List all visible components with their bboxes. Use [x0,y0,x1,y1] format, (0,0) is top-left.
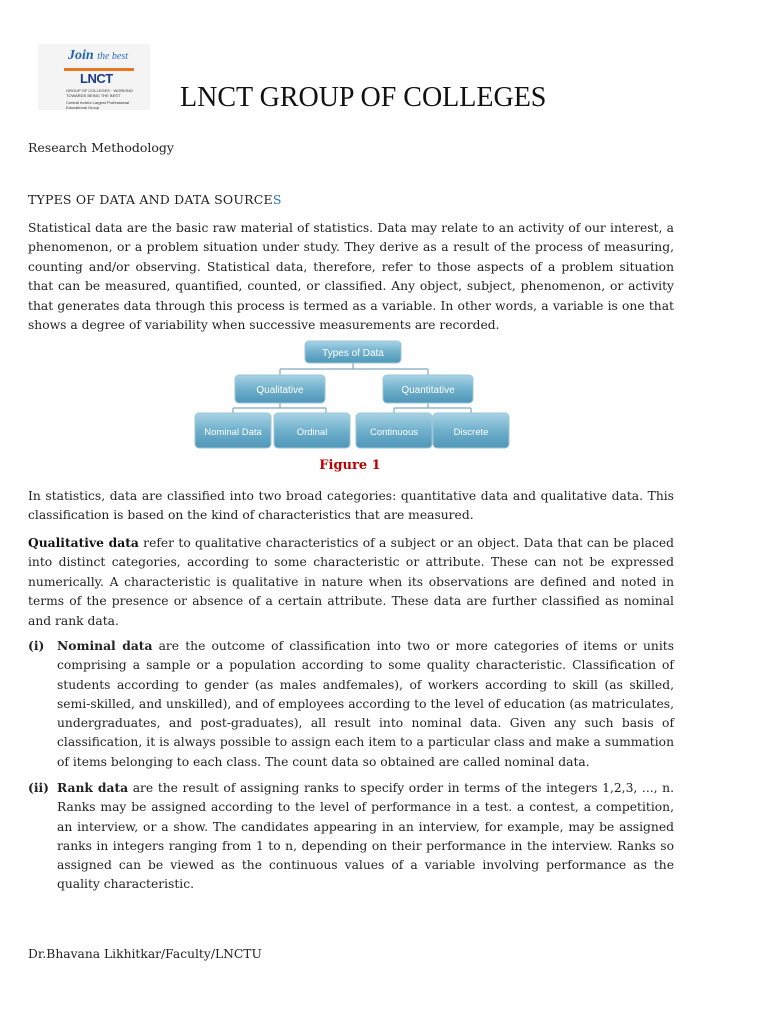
figure-caption: Figure 1 [319,458,381,473]
types-of-data-diagram [190,338,520,453]
logo-join-text: Join the best [68,48,129,63]
svg-text:Discrete: Discrete [453,427,489,438]
diagram-node-qualitative [235,375,325,403]
list-item-body: Rank data are the result of assigning ranks to specify order in terms of the integers 1,2,3, ..., n. Ranks may be assigned according to the level of performance in a test. a contest, a competition, an interview, or a show. The candidates appearing in an interview, for example, may be assigned ranks in integers ranging from 1 to n, depending on their performance in the interview. Ranks so assigned can be viewed as the continuous values of a variable involving performance as the quality characteristic. [57,780,674,892]
svg-text:Types of Data: Types of Data [322,348,384,359]
diagram-node-nominal [195,413,271,448]
list-item-number: (i) [28,638,45,653]
list-item-term: Rank data [57,780,129,795]
college-logo [38,44,150,110]
subject-title: Research Methodology [28,140,174,155]
section-heading: TYPES OF DATA AND DATA SOURCES [28,192,282,207]
diagram-node-quantitative [383,375,473,403]
diagram-node-continuous [356,413,432,448]
qualitative-term: Qualitative data [28,535,139,550]
logo-brand: LNCT [80,71,113,86]
list-item-number: (ii) [28,780,49,795]
qualitative-paragraph [28,533,674,631]
svg-text:Qualitative: Qualitative [256,385,304,396]
list-item-term: Nominal data [57,638,153,653]
svg-text:Nominal Data: Nominal Data [204,427,262,438]
intro-paragraph: Statistical data are the basic raw material of statistics. Data may relate to an activity of our interest, a phenomenon, or a problem situation under study. They derive as a result of the process of measuring, counting and/or observing. Statistical data, therefore, refer to those aspects of a problem situation that can be measured, quantified, counted, or classified. Any object, subject, phenomenon, or activity that generates data through this process is termed as a variable. In other words, a variable is one that shows a degree of variability when successive measurements are recorded. [28,221,674,333]
classification-paragraph: In statistics, data are classified into two broad categories: quantitative data and qualitative data. This classification is based on the kind of characteristics that are measured. [28,489,674,523]
svg-text:Continuous: Continuous [369,427,419,438]
svg-text:Quantitative: Quantitative [401,385,455,396]
svg-text:Ordinal: Ordinal [296,427,328,438]
logo-subline: GROUP OF COLLEGES · WORKING TOWARDS BEING THE BEST [66,88,134,98]
logo-tagline: Central India's Largest Professional Educational Group [66,100,130,110]
diagram-node-ordinal [274,413,350,448]
org-title: LNCT GROUP OF COLLEGES [180,82,547,113]
page-footer: Dr.Bhavana Likhitkar/Faculty/LNCTU [28,947,262,961]
diagram-node-discrete [433,413,509,448]
qualitative-text: refer to qualitative characteristics of a subject or an object. Data that can be placed into distinct categories, according to some characteristic or attribute. These can not be expressed numerically. A characteristic is qualitative in nature when its observations are defined and noted in terms of the presence or absence of a certain attribute. These data are further classified as nominal and rank data. [28,536,674,628]
list-item-body: Nominal data are the outcome of classification into two or more categories of items or units comprising a sample or a population according to some quality characteristic. Classification of students according to gender (as males andfemales), of workers according to skill (as skilled, semi-skilled, and unskilled), and of employees according to the level of education (as matriculates, undergraduates, and post-graduates), all result into nominal data. Given any such basis of classification, it is always possible to assign each item to a particular class and make a summation of items belonging to each class. The count data so obtained are called nominal data. [57,638,675,769]
diagram-node-root [305,341,401,363]
